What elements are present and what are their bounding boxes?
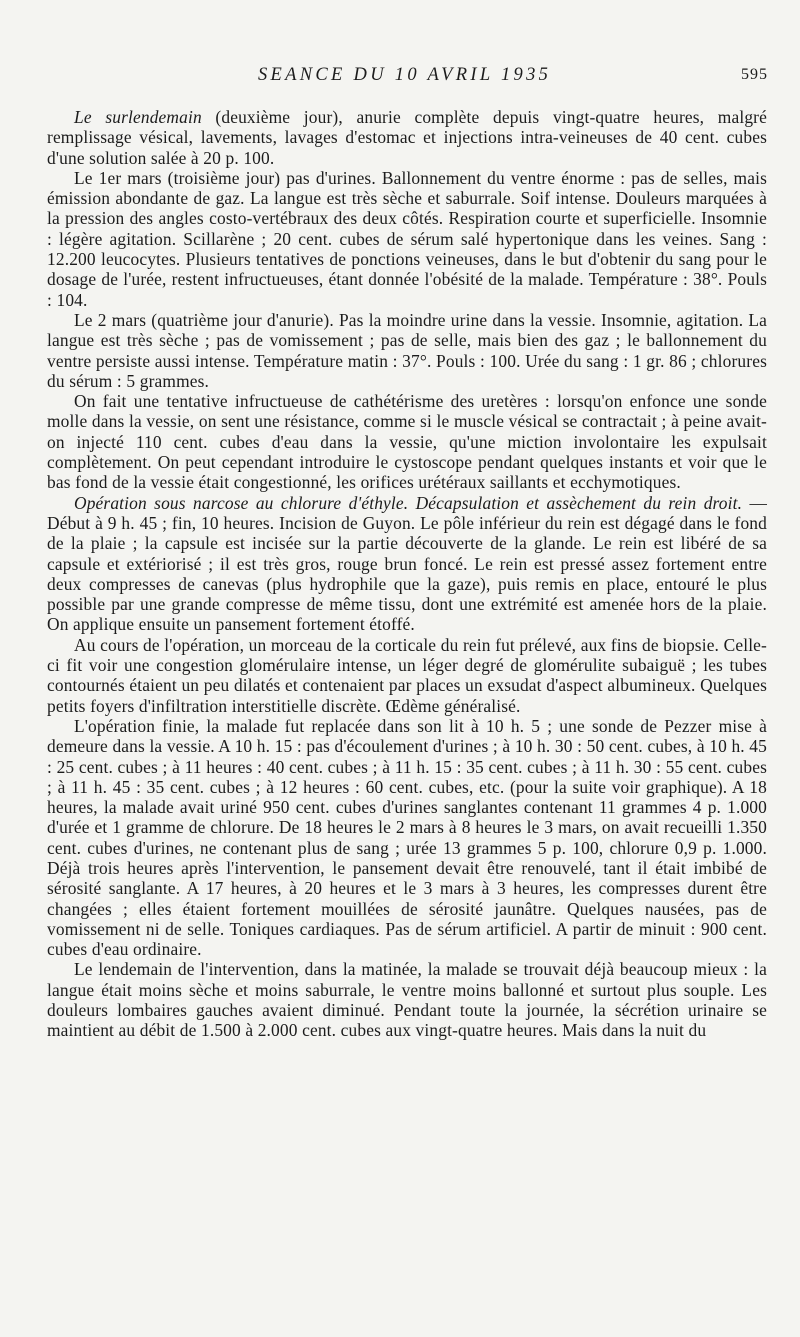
paragraph bbox=[47, 310, 767, 391]
paragraph bbox=[47, 493, 767, 635]
paragraph-lead: Opération sous narcose au chlorure d'éthyle. Décapsulation et assèchement du rein droit. bbox=[74, 492, 743, 513]
running-head bbox=[0, 65, 800, 91]
body-text bbox=[47, 107, 767, 1041]
paragraph bbox=[47, 107, 767, 168]
paragraph-text: Le 2 mars (quatrième jour d'anurie). Pas la moindre urine dans la vessie. Insomnie, agitation. La langue est très sèche ; pas de vomissement ; pas de selle, mais bien des gaz ; le ballonnement du ventre persiste aussi intense. Température matin : 37°. Pouls : 100. Urée du sang : 1 gr. 86 ; chlorures du sérum : 5 grammes. bbox=[47, 309, 767, 391]
running-title: SEANCE DU 10 AVRIL 1935 bbox=[258, 65, 552, 85]
paragraph bbox=[47, 716, 767, 960]
paragraph-text: Le 1er mars (troisième jour) pas d'urines. Ballonnement du ventre énorme : pas de selles, mais émission abondante de gaz. La langue est très sèche et saburrale. Soif intense. Douleurs marquées à la pression des angles costo-vertébraux des deux côtés. Respiration courte et superficielle. Insomnie : légère agitation. Scillarène ; 20 cent. cubes de sérum salé hypertonique dans les veines. Sang : 12.200 leucocytes. Plusieurs tentatives de ponctions veineuses, dans le but d'obtenir du sang pour le dosage de l'urée, restent infructueuses, étant donnée l'obésité de la malade. Température : 38°. Pouls : 104. bbox=[47, 167, 767, 310]
paragraph bbox=[47, 959, 767, 1040]
paragraph-lead: Le surlendemain bbox=[74, 107, 202, 127]
paragraph-text: Le lendemain de l'intervention, dans la matinée, la malade se trouvait déjà beaucoup mieux : la langue était moins sèche et moins saburrale, le ventre moins ballonné et surtout plus souple. Les douleurs lombaires gauches avaient diminué. Pendant toute la journée, la sécrétion urinaire se maintient au débit de 1.500 à 2.000 cent. cubes aux vingt-quatre heures. Mais dans la nuit du bbox=[47, 959, 767, 1041]
paragraph-text: — Début à 9 h. 45 ; fin, 10 heures. Incision de Guyon. Le pôle inférieur du rein est dégagé dans le fond de la plaie ; la capsule est incisée sur la partie découverte de la glande. Le rein est libéré de sa capsule et extériorisé ; il est très gros, rouge brun foncé. Le rein est pressé assez fortement entre deux compresses de canevas (plus hydrophile que la gaze), puis remis en place, entouré le plus possible par une grande compresse de même tissu, dont une extrémité est amenée hors de la plaie. On applique ensuite un pansement fortement étoffé. bbox=[47, 492, 767, 635]
paragraph-text: On fait une tentative infructueuse de cathétérisme des uretères : lorsqu'on enfonce une sonde molle dans la vessie, on sent une résistance, comme si le muscle vésical se contractait ; à peine avait-on injecté 110 cent. cubes d'eau dans la vessie, qu'une miction involontaire les expulsait complètement. On peut cependant introduire le cystoscope pendant quelques instants et voir que le bas fond de la vessie était congestionné, les orifices urétéraux saillants et ecchymotiques. bbox=[47, 391, 767, 493]
paragraph bbox=[47, 391, 767, 492]
paragraph-text: L'opération finie, la malade fut replacée dans son lit à 10 h. 5 ; une sonde de Pezzer mise à demeure dans la vessie. A 10 h. 15 : pas d'écoulement d'urines ; à 10 h. 30 : 50 cent. cubes, à 10 h. 45 : 25 cent. cubes ; à 11 heures : 40 cent. cubes ; à 11 h. 15 : 35 cent. cubes ; à 11 h. 30 : 55 cent. cubes ; à 11 h. 45 : 35 cent. cubes ; à 12 heures : 60 cent. cubes, etc. (pour la suite voir graphique). A 18 heures, la malade avait uriné 950 cent. cubes d'urines sanglantes contenant 11 grammes 4 p. 1.000 d'urée et 1 gramme de chlorure. De 18 heures le 2 mars à 8 heures le 3 mars, on avait recueilli 1.350 cent. cubes d'urines, ne contenant plus de sang ; urée 13 grammes 5 p. 100, chlorure 0,9 p. 1.000. Déjà trois heures après l'intervention, le pansement devait être renouvelé, tant il était imbibé de sérosité sanglante. A 17 heures, à 20 heures et le 3 mars à 3 heures, les compresses durent être changées ; elles étaient fortement mouillées de sérosité jaunâtre. Quelques nausées, pas de vomissement ni de selle. Toniques cardiaques. Pas de sérum artificiel. A partir de minuit : 900 cent. cubes d'eau ordinaire. bbox=[47, 715, 767, 960]
page-number: 595 bbox=[741, 66, 768, 83]
paragraph bbox=[47, 635, 767, 716]
paragraph bbox=[47, 168, 767, 310]
paragraph-text: (deuxième jour), anurie complète depuis vingt-quatre heures, malgré remplissage vésical, lavements, lavages d'estomac et injections intra-veineuses de 40 cent. cubes d'une solution salée à 20 p. 100. bbox=[47, 107, 767, 168]
paragraph-text: Au cours de l'opération, un morceau de la corticale du rein fut prélevé, aux fins de biopsie. Celle-ci fit voir une congestion glomérulaire intense, un léger degré de glomérulite subaiguë ; les tubes contournés étaient un peu dilatés et contenaient par places un exsudat d'aspect albumineux. Quelques petits foyers d'infiltration interstitielle discrète. Œdème généralisé. bbox=[47, 634, 767, 716]
